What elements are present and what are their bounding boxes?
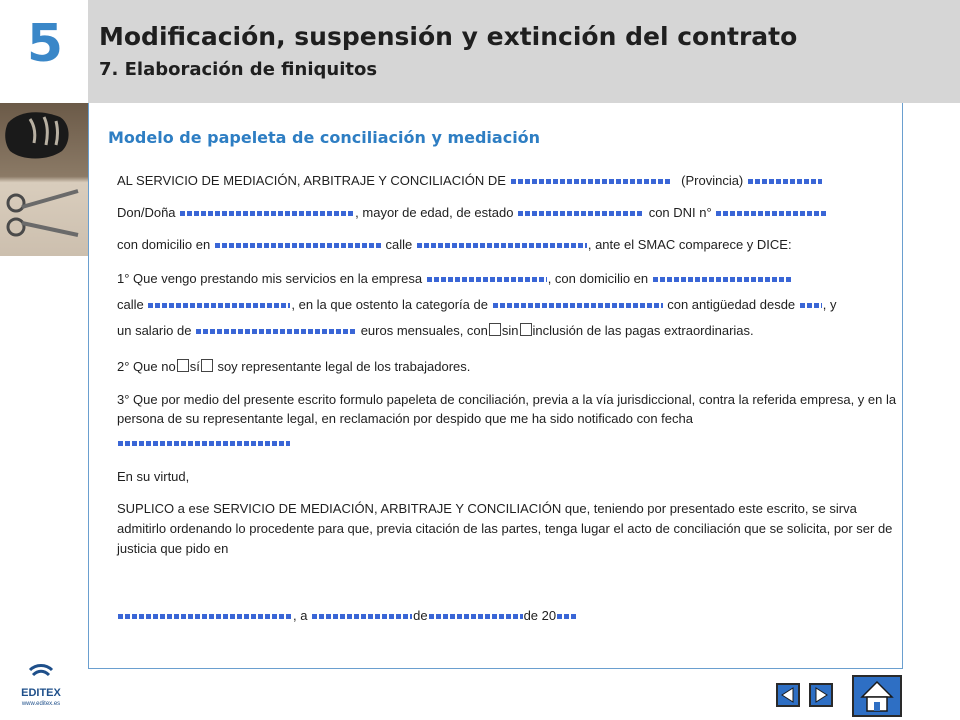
form-text: AL SERVICIO DE MEDIACIÓN, ARBITRAJE Y CONCILIACIÓN DE [117,173,506,188]
form-text: , a [293,608,308,623]
editex-logo-icon [26,664,56,680]
form-line-5 [117,296,897,315]
blank-field-mes[interactable] [429,614,523,619]
blank-field-calle[interactable] [417,243,587,248]
blank-field-categoria[interactable] [493,303,663,308]
triangle-left-icon [778,685,798,705]
form-text: , ante el SMAC comparece y DICE: [587,237,792,252]
form-line-7 [117,358,897,377]
form-line-virtud [117,468,897,487]
form-text: Don/Doña [117,205,176,220]
form-text: de [413,608,428,623]
form-text: calle [117,297,144,312]
form-line-2 [117,204,897,223]
form-text: SUPLICO a ese SERVICIO DE MEDIACIÓN, ARBITRAJE Y CONCILIACIÓN que, teniendo por presentado este escrito, se sirva admitirlo ordenando lo procedente para que, previa citación de las partes, tenga lugar el acto de conciliación que se solicita, por ser de justicia que pido en [117,501,893,556]
blank-field-anio[interactable] [557,614,577,619]
form-text: 2° Que no [117,359,176,374]
form-line-signature [117,607,897,626]
blank-field-domicilio-empresa[interactable] [653,277,793,282]
form-text: con domicilio en [117,237,211,252]
form-text: soy representante legal de los trabajadores. [217,359,471,374]
home-icon [854,677,900,715]
blank-field-provincia[interactable] [511,179,671,184]
blank-field-salario[interactable] [196,329,356,334]
form-line-fecha [117,434,897,453]
blank-field-dni[interactable] [716,211,826,216]
blank-field-fecha[interactable] [118,441,290,446]
blank-field-dia[interactable] [312,614,412,619]
logo-brand: EDITEX [21,687,61,699]
blank-field-empresa[interactable] [427,277,547,282]
form-text: , mayor de edad, de estado [355,205,514,220]
form-text: En su virtud, [117,469,190,484]
form-text: con antigüedad desde [667,297,796,312]
form-text: , con domicilio en [547,271,649,286]
form-text: , y [822,297,837,312]
form-text: un salario de [117,323,192,338]
form-text: con DNI n° [648,205,712,220]
form-paragraph-3 [117,390,897,428]
form-text: euros mensuales, con [360,323,488,338]
decorative-hands-scissors-image [0,103,88,256]
checkbox-si[interactable] [201,359,213,372]
blank-field-name[interactable] [180,211,354,216]
page-title: Modificación, suspensión y extinción del contrato [99,22,798,51]
editex-logo [16,664,66,710]
previous-button[interactable] [776,683,800,707]
checkbox-con[interactable] [489,323,501,336]
triangle-right-icon [811,685,831,705]
unit-number: 5 [26,14,64,74]
form-text: sin [501,323,519,338]
checkbox-sin[interactable] [520,323,532,336]
logo-web: www.editex.es [21,701,61,707]
form-paragraph-suplico [117,499,897,559]
form-line-6 [117,322,897,341]
home-button[interactable] [852,675,902,717]
blank-field-lugar[interactable] [118,614,292,619]
blank-field-calle-empresa[interactable] [148,303,290,308]
form-text: 1° Que vengo prestando mis servicios en la empresa [117,271,423,286]
header-bar [88,0,960,103]
form-line-1 [117,172,897,191]
form-text: (Provincia) [681,173,744,188]
blank-field[interactable] [748,179,822,184]
form-text: sí [189,359,200,374]
form-line-3 [117,236,897,255]
form-text: de 20 [523,608,557,623]
blank-field-domicilio[interactable] [215,243,381,248]
blank-field-estado[interactable] [518,211,644,216]
next-button[interactable] [809,683,833,707]
blank-field-antiguedad[interactable] [800,303,822,308]
conciliation-form [117,172,897,626]
form-line-4 [117,270,897,289]
checkbox-no[interactable] [177,359,189,372]
form-text: calle [385,237,413,252]
form-text: 3° Que por medio del presente escrito formulo papeleta de conciliación, previa a la vía jurisdiccional, contra la referida empresa, y en la persona de su representante legal, en reclamación por despido que me ha sido notificado con fecha [117,392,897,426]
form-text: , en la que ostento la categoría de [291,297,488,312]
form-text: inclusión de las pagas extraordinarias. [532,323,754,338]
section-title: Modelo de papeleta de conciliación y mediación [108,128,541,147]
page-subtitle: 7. Elaboración de finiquitos [99,59,378,80]
